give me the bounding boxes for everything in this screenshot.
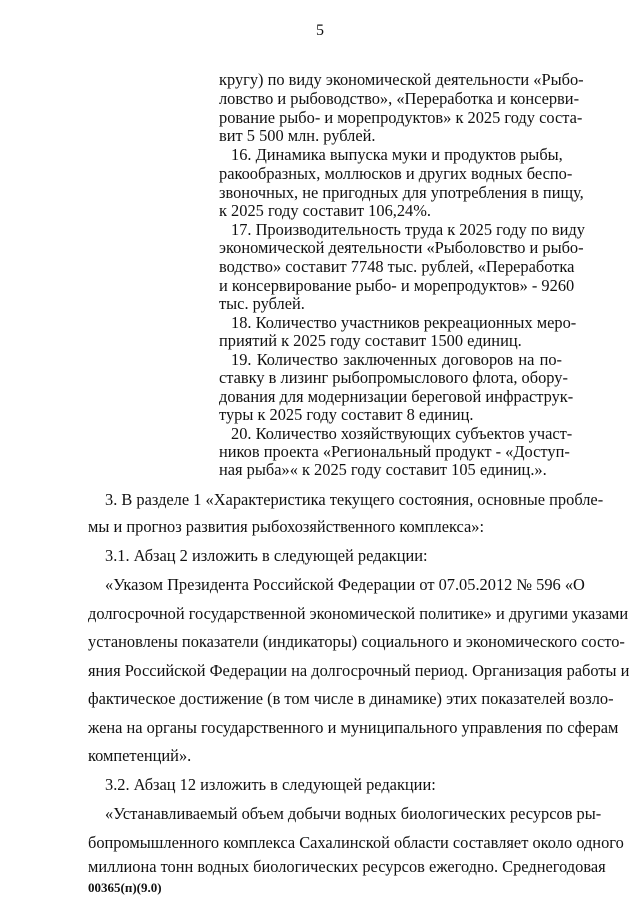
- text-line: фактическое достижение (в том числе в динамике) этих показателей возло-: [88, 689, 614, 708]
- section-3-heading: 3. В разделе 1 «Характеристика текущего состояния, основные пробле-: [105, 490, 604, 509]
- text-line: кругу) по виду экономической деятельности «Рыбо-: [219, 70, 584, 89]
- text-line: ная рыба»« к 2025 году составит 105 единиц.».: [219, 460, 547, 479]
- text-line: «Указом Президента Российской Федерации от 07.05.2012 № 596 «О: [105, 575, 585, 594]
- text-line: туры к 2025 году составит 8 единиц.: [219, 405, 474, 424]
- subsection-3-1: 3.1. Абзац 2 изложить в следующей редакции:: [105, 546, 428, 565]
- text-line: к 2025 году составит 106,24%.: [219, 201, 431, 220]
- text-line: дования для модернизации береговой инфраструк-: [219, 387, 574, 406]
- list-item-16: 16. Динамика выпуска муки и продуктов рыбы,: [231, 145, 563, 164]
- text-line: компетенций».: [88, 746, 192, 765]
- text-line: бопромышленного комплекса Сахалинской области составляет около одного: [88, 833, 624, 852]
- subsection-3-2: 3.2. Абзац 12 изложить в следующей редакции:: [105, 775, 436, 794]
- text-line: долгосрочной государственной экономической политике» и другими указами: [88, 604, 629, 623]
- text-line: тыс. рублей.: [219, 294, 305, 313]
- list-item-18: 18. Количество участников рекреационных меро-: [231, 313, 577, 332]
- text-line: ловство и рыбоводство», «Переработка и консерви-: [219, 89, 580, 108]
- text-line: мы и прогноз развития рыбохозяйственного комплекса»:: [88, 517, 485, 536]
- text-line: приятий к 2025 году составит 1500 единиц.: [219, 331, 522, 350]
- text-line: рование рыбо- и морепродуктов» к 2025 году соста-: [219, 108, 583, 127]
- list-item-17: 17. Производительность труда к 2025 году по виду: [231, 220, 585, 239]
- text-line: жена на органы государственного и муниципального управления по сферам: [88, 718, 619, 737]
- text-line: ракообразных, моллюсков и других водных беспо-: [219, 164, 573, 183]
- text-line: экономической деятельности «Рыболовство и рыбо-: [219, 238, 584, 257]
- text-line: ников проекта «Региональный продукт - «Доступ-: [219, 442, 570, 461]
- text-line: установлены показатели (индикаторы) социального и экономического состо-: [88, 632, 625, 651]
- page-number: 5: [316, 22, 324, 39]
- text-line: вит 5 500 млн. рублей.: [219, 126, 376, 145]
- text-line: яния Российской Федерации на долгосрочный период. Организация работы и: [88, 661, 630, 680]
- document-code: 00365(п)(9.0): [88, 880, 162, 895]
- list-item-20: 20. Количество хозяйствующих субъектов участ-: [231, 424, 573, 443]
- text-line: «Устанавливаемый объем добычи водных биологических ресурсов ры-: [105, 804, 602, 823]
- text-line: миллиона тонн водных биологических ресурсов ежегодно. Среднегодовая: [88, 857, 606, 876]
- list-item-19: 19. Количество заключенных договоров на по-: [231, 350, 562, 369]
- text-line: звоночных, не пригодных для употребления в пищу,: [219, 183, 584, 202]
- text-line: водство» составит 7748 тыс. рублей, «Переработка: [219, 257, 575, 276]
- text-line: и консервирование рыбо- и морепродуктов» - 9260: [219, 276, 575, 295]
- text-line: ставку в лизинг рыбопромыслового флота, обору-: [219, 368, 568, 387]
